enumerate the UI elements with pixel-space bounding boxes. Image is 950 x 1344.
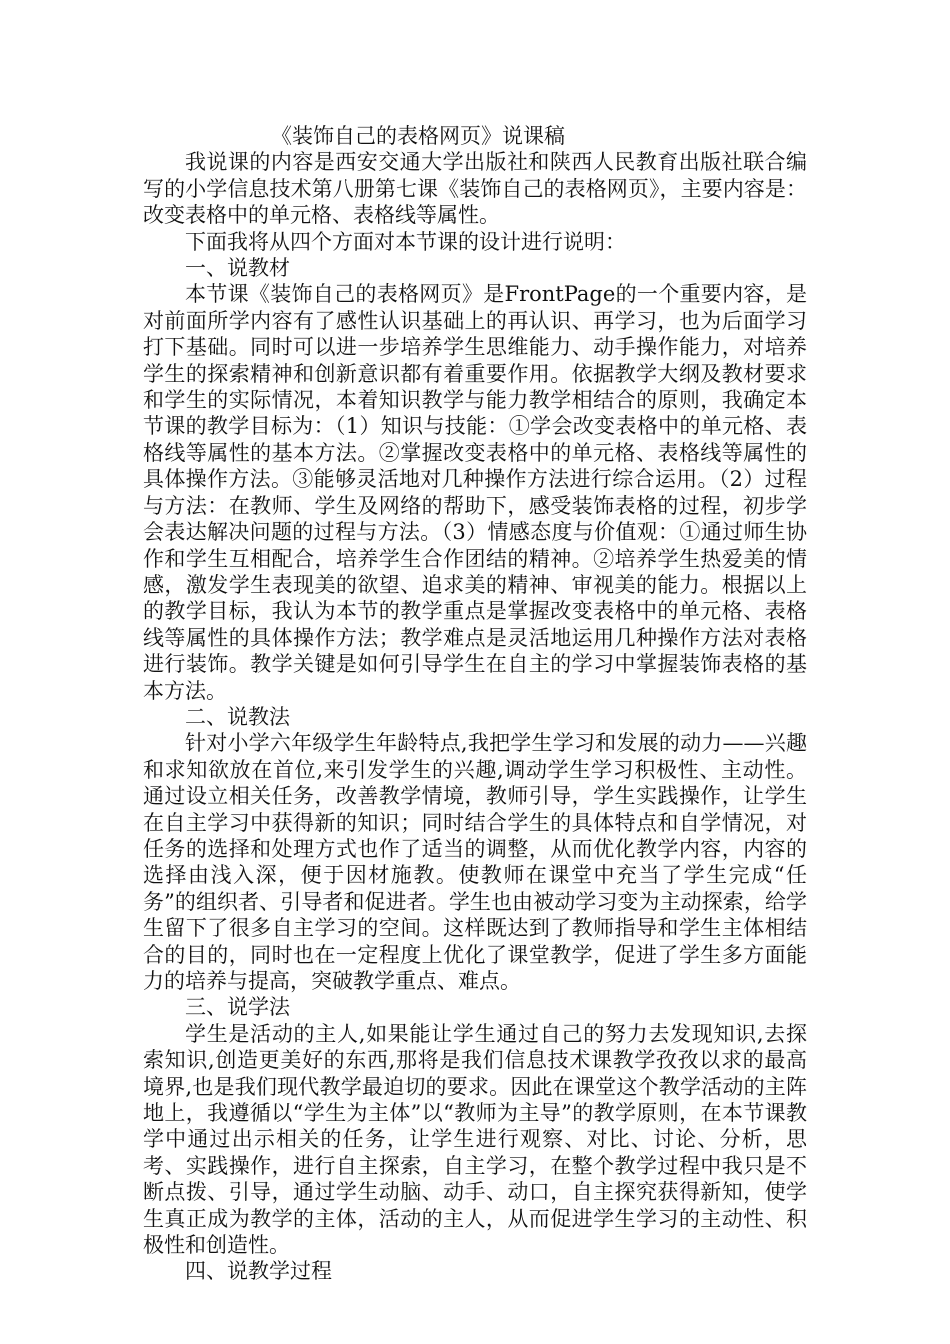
section-heading-teaching-process: 四、说教学过程	[185, 1259, 332, 1284]
section-body-textbook: 本节课《装饰自己的表格网页》是FrontPage的一个重要内容，是对前面所学内容有了感性认识基础上的再认识、再学习，也为后面学习打下基础。同时可以进一步培养学生思维能力、动手操作能力，对培养学生的探索精神和创新意识都有着重要作用。依据教学大纲及教材要求和学生的实际情况，本着知识教学与能力教学相结合的原则，我确定本节课的教学目标为：（1）知识与技能：①学会改变表格中的单元格、表格线等属性的基本方法。②掌握改变表格中的单元格、表格线等属性的具体操作方法。③能够灵活地对几种操作方法进行综合运用。（2）过程与方法：在教师、学生及网络的帮助下，感受装饰表格的过程，初步学会表达解决问题的过程与方法。（3）情感态度与价值观：①通过师生协作和学生互相配合，培养学生合作团结的精神。②培养学生热爱美的情感，激发学生表现美的欲望、追求美的精神、审视美的能力。根据以上的教学目标，我认为本节的教学重点是掌握改变表格中的单元格、表格线等属性的具体操作方法；教学难点是灵活地运用几种操作方法对表格进行装饰。教学关键是如何引导学生在自主的学习中掌握装饰表格的基本方法。	[143, 282, 807, 703]
overview-paragraph: 下面我将从四个方面对本节课的设计进行说明：	[185, 229, 626, 254]
section-body-learning-method: 学生是活动的主人,如果能让学生通过自己的努力去发现知识,去探索知识,创造更美好的东西,那将是我们信息技术课教学孜孜以求的最高境界,也是我们现代教学最迫切的要求。因此在课堂这个教学活动的主阵地上，我遵循以“学生为主体”以“教师为主导”的教学原则，在本节课教学中通过出示相关的任务，让学生进行观察、对比、讨论、分析，思考、实践操作，进行自主探索，自主学习，在整个教学过程中我只是不断点拨、引导，通过学生动脑、动手、动口，自主探究获得新知，使学生真正成为教学的主体，活动的主人，从而促进学生学习的主动性、积极性和创造性。	[143, 1021, 807, 1258]
section-body-teaching-method: 针对小学六年级学生年龄特点,我把学生学习和发展的动力——兴趣和求知欲放在首位,来引发学生的兴趣,调动学生学习积极性、主动性。通过设立相关任务，改善教学情境，教师引导，学生实践操作，让学生在自主学习中获得新的知识；同时结合学生的具体特点和自学情况，对任务的选择和处理方式也作了适当的调整，从而优化教学内容，内容的选择由浅入深，便于因材施教。使教师在课堂中充当了学生完成“任务”的组织者、引导者和促进者。学生也由被动学习变为主动探索，给学生留下了很多自主学习的空间。这样既达到了教师指导和学生主体相结合的目的，同时也在一定程度上优化了课堂教学，促进了学生多方面能力的培养与提高，突破教学重点、难点。	[143, 731, 807, 993]
section-heading-textbook: 一、说教材	[185, 256, 290, 281]
document-body	[143, 123, 807, 1285]
document-title: 《装饰自己的表格网页》说课稿	[271, 124, 565, 148]
section-heading-teaching-method: 二、说教法	[185, 704, 290, 729]
intro-paragraph: 我说课的内容是西安交通大学出版社和陕西人民教育出版社联合编写的小学信息技术第八册第七课《装饰自己的表格网页》，主要内容是：改变表格中的单元格、表格线等属性。	[143, 150, 807, 228]
section-heading-learning-method: 三、说学法	[185, 995, 290, 1020]
